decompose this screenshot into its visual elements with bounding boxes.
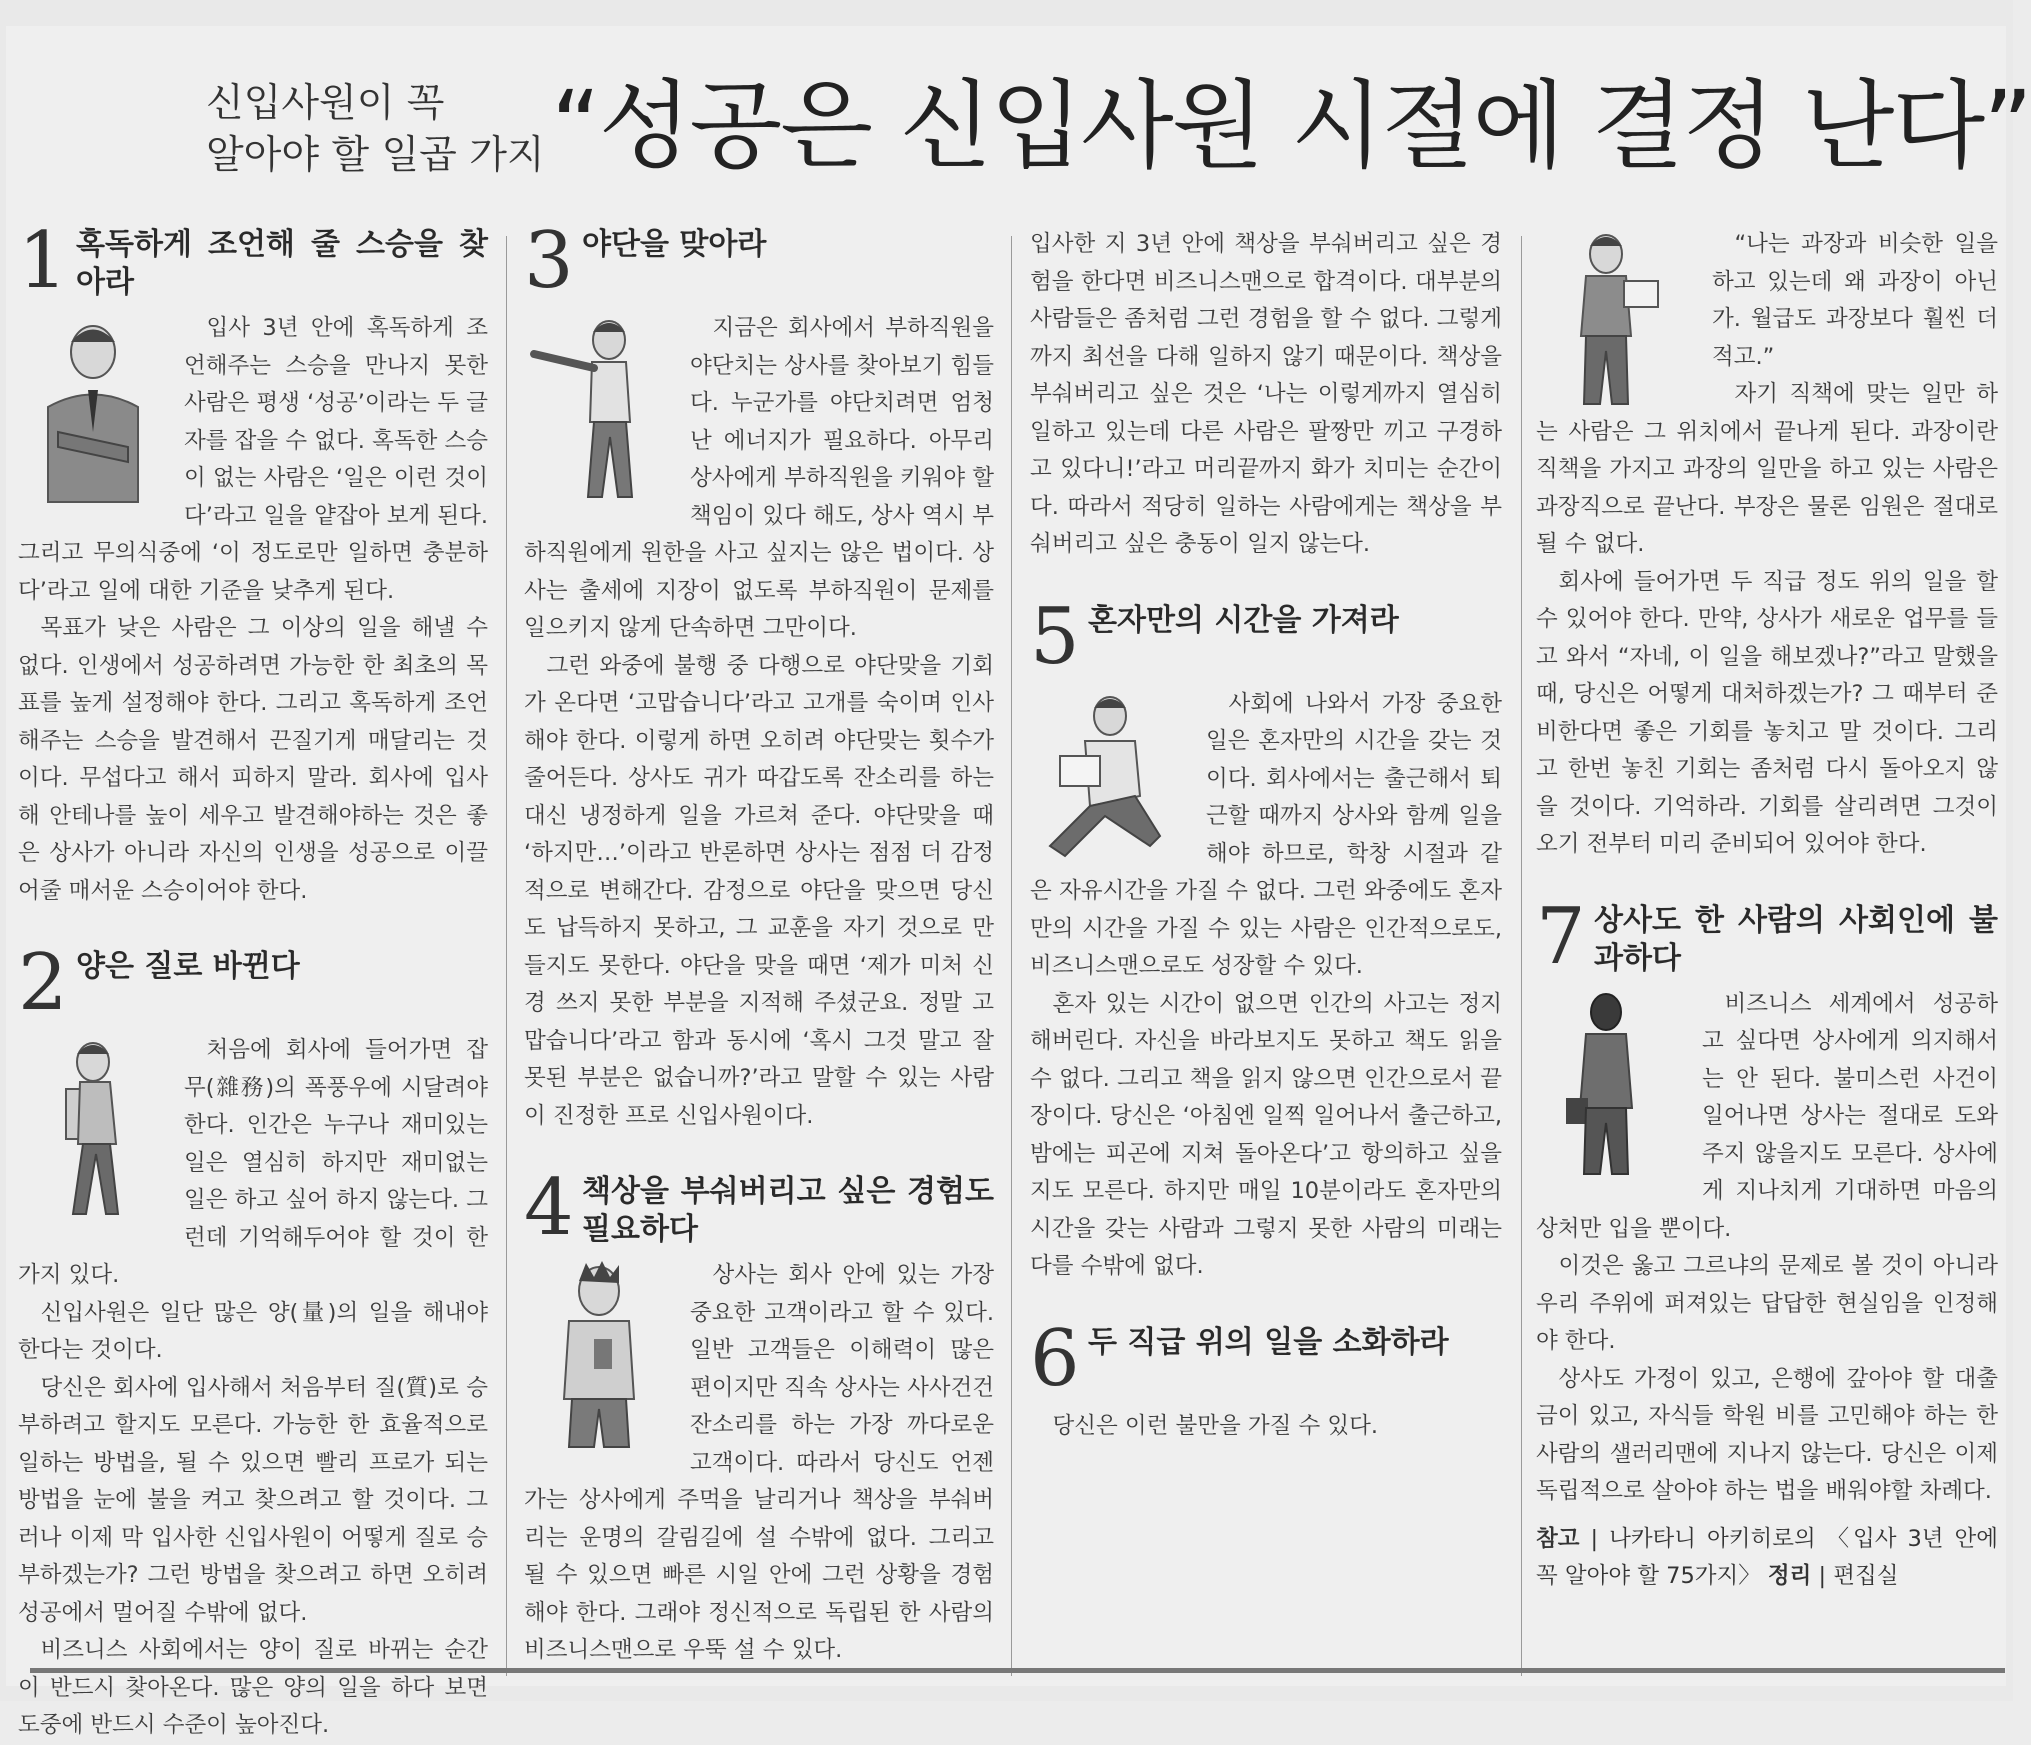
section-number: 3 [524,216,574,306]
paragraph: 자기 직책에 맞는 일만 하는 사람은 그 위치에서 끝나게 된다. 과장이란 직책을 가지고 과장의 일만을 하고 있는 사람은 과장직으로 끝난다. 부장은 물론 임원은 절대로 될 수 없다. [1536,381,1998,557]
paragraph-continued: 입사한 지 3년 안에 책상을 부숴버리고 싶은 경험을 한다면 비즈니스맨으로 합격이다. 대부분의 사람들은 좀처럼 그런 경험을 할 수 없다. 그렇게까지 최선을 다해 일하지 않기 때문이다. 책상을 부숴버리고 싶은 것은 ‘나는 이렇게까지 열심히 일하고 있는데 다른 사람은 팔짱만 끼고 구경하고 있다니!’라고 머리끝까지 화가 치미는 순간이다. 따라서 적당히 일하는 사람에게는 책상을 부숴버리고 싶은 충동이 일지 않는다. [1030,231,1502,557]
paragraph: 처음에 회사에 들어가면 잡무(雜務)의 폭풍우에 시달려야 한다. 인간은 누구나 재미있는 일은 열심히 하지만 재미없는 일은 하고 싶어 하지 않는다. 그런데 기억해두어야 할 것이 한 가지 있다. [18,1037,488,1288]
section-number: 7 [1536,891,1586,982]
paragraph: 이것은 옳고 그르냐의 문제로 볼 것이 아니라 우리 주위에 퍼져있는 답답한 현실임을 인정해야 한다. [1536,1253,1998,1354]
paragraph: 목표가 낮은 사람은 그 이상의 일을 해낼 수 없다. 인생에서 성공하려면 가능한 한 최초의 목표를 높게 설정해야 한다. 그리고 혹독하게 조언해주는 스승을 발견해서 끈질기게 매달리는 것이다. 무섭다고 해서 피하지 말라. 회사에 입사해 안테나를 높이 세우고 발견해야하는 것은 좋은 상사가 아니라 자신의 인생을 성공으로 이끌어줄 매서운 스승이어야 한다. [18,615,488,904]
kicker-line-1: 신입사원이 꼭 [206,81,445,126]
section-heading [18,938,488,1028]
section-heading [524,216,994,306]
section-title: 책상을 부숴버리고 싶은 경험도 필요하다 [582,1174,994,1247]
column-4 [1536,226,1998,1676]
section-heading [18,216,488,306]
section-title: 야단을 맞아라 [582,227,767,262]
paragraph: “나는 과장과 비슷한 일을 하고 있는데 왜 과장이 아닌가. 월급도 과장보다 훨씬 더 적고.” [1712,231,1998,370]
paragraph: 입사 3년 안에 혹독하게 조언해주는 스승을 만나지 못한 사람은 평생 ‘성공’이라는 두 글자를 잡을 수 없다. 혹독한 스승이 없는 사람은 ‘일은 이런 것이다’라고 일을 얕잡아 보게 된다. 그리고 무의식중에 ‘이 정도로만 일하면 충분하다’라고 일에 대한 기준을 낮추게 된다. [18,315,488,604]
section-title: 혹독하게 조언해 줄 스승을 찾아라 [76,227,488,300]
reference-note [1536,1521,1998,1596]
kicker [206,78,545,182]
paragraph: 상사는 회사 안에 있는 가장 중요한 고객이라고 할 수 있다. 일반 고객들은 이해력이 많은 편이지만 직속 상사는 사사건건 잔소리를 하는 가장 까다로운 고객이다. 따라서 당신도 언젠가는 상사에게 주먹을 날리거나 책상을 부숴버리는 운명의 갈림길에 설 수밖에 없다. 그리고 될 수 있으면 빠른 시일 안에 그런 상황을 경험해야 한다. 그래야 정신적으로 독립된 한 사람의 비즈니스맨으로 우뚝 설 수 있다. [524,1262,995,1663]
kicker-line-2: 알아야 할 일곱 가지 [206,133,545,178]
boss-pointing-icon [524,312,674,502]
section-title: 혼자만의 시간을 가져라 [1088,602,1399,638]
section-heading [1030,591,1502,682]
section-5 [1030,591,1502,1286]
section-number: 1 [18,216,68,306]
section-number: 4 [524,1163,574,1253]
paragraph: 그런 와중에 불행 중 다행으로 야단맞을 기회가 온다면 ‘고맙습니다’라고 고개를 숙이며 인사해야 한다. 이렇게 하면 오히려 야단맞는 횟수가 줄어든다. 상사도 귀가 따갑도록 잔소리를 하는 대신 냉정하게 일을 가르쳐 준다. 야단맞을 때 ‘하지만…’이라고 반론하면 상사는 점점 더 감정적으로 변해간다. 감정으로 야단을 맞으면 당신도 납득하지 못하고, 그 교훈을 자기 것으로 만들지도 못한다. 야단을 맞을 때면 ‘제가 미처 신경 쓰지 못한 부분을 지적해 주셨군요. 정말 고맙습니다’라고 함과 동시에 ‘혹시 그것 말고 잘못된 부분은 없습니까?’라고 말할 수 있는 사람이 진정한 프로 신입사원이다. [524,652,994,1129]
column-1 [18,216,488,1738]
headline: “성공은 신입사원 시절에 결정 난다” [551,70,2031,182]
paragraph: 회사에 들어가면 두 직급 정도 위의 일을 할 수 있어야 한다. 만약, 상사가 새로운 업무를 들고 와서 “자네, 이 일을 해보겠나?”라고 말했을 때, 당신은 어떻게 대처하겠는가? 그 때부터 준비한다면 좋은 기회를 놓치고 말 것이다. 그리고 한번 놓친 기회는 좀처럼 다시 돌아오지 않을 것이다. 기억하라. 기회를 살리려면 그것이 오기 전부터 미리 준비되어 있어야 한다. [1536,568,1998,857]
section-number: 2 [18,938,68,1028]
reference-source: 나카타니 아키히로의 〈입사 3년 안에 꼭 알아야 할 75가지〉 [1536,1525,1998,1589]
bottom-rule [30,1668,2005,1673]
section-title: 두 직급 위의 일을 소화하라 [1088,1324,1449,1360]
paragraph: 혼자 있는 시간이 없으면 인간의 사고는 정지해버린다. 자신을 바라보지도 못하고 책도 읽을 수 없다. 그리고 책을 읽지 않으면 인간으로서 끝장이다. 당신은 ‘아침엔 일찍 일어나서 출근하고, 밤에는 피곤에 지쳐 돌아온다’고 항의하고 싶을지도 모른다. 하지만 매일 10분이라도 혼자만의 시간을 갖는 사람과 그렇지 못한 사람의 미래는 다를 수밖에 없다. [1030,990,1502,1279]
section-number: 5 [1030,591,1080,682]
section-heading [524,1163,994,1253]
section-2 [18,938,488,1745]
column-2 [524,216,995,1676]
paragraph: 상사도 가정이 있고, 은행에 갚아야 할 대출금이 있고, 자식들 학원 비를 고민해야 하는 한 사람의 샐러리맨에 지나지 않는다. 당신은 이제 독립적으로 살아야 하는 법을 배워야할 차례다. [1536,1365,1998,1504]
section-title: 상사도 한 사람의 사회인에 불과하다 [1594,902,1998,976]
article-body [6,216,2006,1738]
editor-separator: | [1818,1563,1827,1589]
reference-label: 참고 [1536,1525,1580,1552]
section-6 [1030,1313,1502,1446]
section-7 [1536,891,1998,1511]
paragraph: 사회에 나와서 가장 중요한 일은 혼자만의 시간을 갖는 것이다. 회사에서는 출근해서 퇴근할 때까지 상사와 함께 일을 해야 하므로, 학창 시절과 같은 자유시간을 가질 수 없다. 그런 와중에도 혼자만의 시간을 가질 수 있는 사람은 인간적으로도, 비즈니스맨으로도 성장할 수 있다. [1030,690,1502,979]
section-heading [1030,1313,1502,1404]
angry-worker-icon [524,1259,674,1449]
section-3 [524,216,995,1135]
paragraph: 지금은 회사에서 부하직원을 야단치는 상사를 찾아보기 힘들다. 누군가를 야단치려면 엄청난 에너지가 필요하다. 아무리 상사에게 부하직원을 키워야 할 책임이 있다 해도, 상사 역시 부하직원에게 원한을 사고 싶지는 않은 법이다. 상사는 출세에 지장이 없도록 부하직원이 문제를 일으키지 않게 단속하면 그만이다. [524,315,995,641]
paragraph: 당신은 회사에 입사해서 처음부터 질(質)로 승부하려고 할지도 모른다. 가능한 한 효율적으로 일하는 방법을, 될 수 있으면 빨리 프로가 되는 방법을 눈에 불을 켜고 찾으려고 할 것이다. 그러나 이제 막 입사한 신입사원이 어떻게 질로 승부하겠는가? 그런 방법을 찾으려고 하면 오히려 성공에서 멀어질 수밖에 없다. [18,1374,488,1626]
section-title: 양은 질로 바뀐다 [76,949,300,984]
column-3 [1030,226,1502,1676]
editor-label: 정리 [1767,1563,1812,1589]
section-heading [1536,891,1998,982]
man-with-briefcase-icon [1536,988,1686,1178]
paragraph: 당신은 이런 불만을 가질 수 있다. [1052,1412,1378,1439]
article-header [6,26,2031,196]
reference-separator: | [1590,1525,1599,1552]
manager-arms-crossed-icon [18,312,168,502]
editor-name: 편집실 [1833,1563,1899,1589]
section-4 [524,1163,995,1670]
man-presenting-icon [1536,226,1696,406]
paragraph: 비즈니스 세계에서 성공하고 싶다면 상사에게 의지해서는 안 된다. 불미스런 사건이 일어나면 상사는 절대로 도와주지 않을지도 모른다. 상사에게 지나치게 기대하면 마음의 상처만 입을 뿐이다. [1536,990,1998,1242]
paragraph: 비즈니스 사회에서는 양이 질로 바뀌는 순간이 반드시 찾아온다. 많은 양의 일을 하다 보면 도중에 반드시 수준이 높아진다. [18,1637,488,1738]
section-number: 6 [1030,1313,1080,1404]
section-1 [18,216,488,910]
article-paper [6,26,2031,1738]
man-reading-icon [1030,686,1190,866]
worker-carrying-box-icon [18,1034,168,1224]
paragraph: 신입사원은 일단 많은 양(量)의 일을 해내야 한다는 것이다. [18,1299,488,1363]
